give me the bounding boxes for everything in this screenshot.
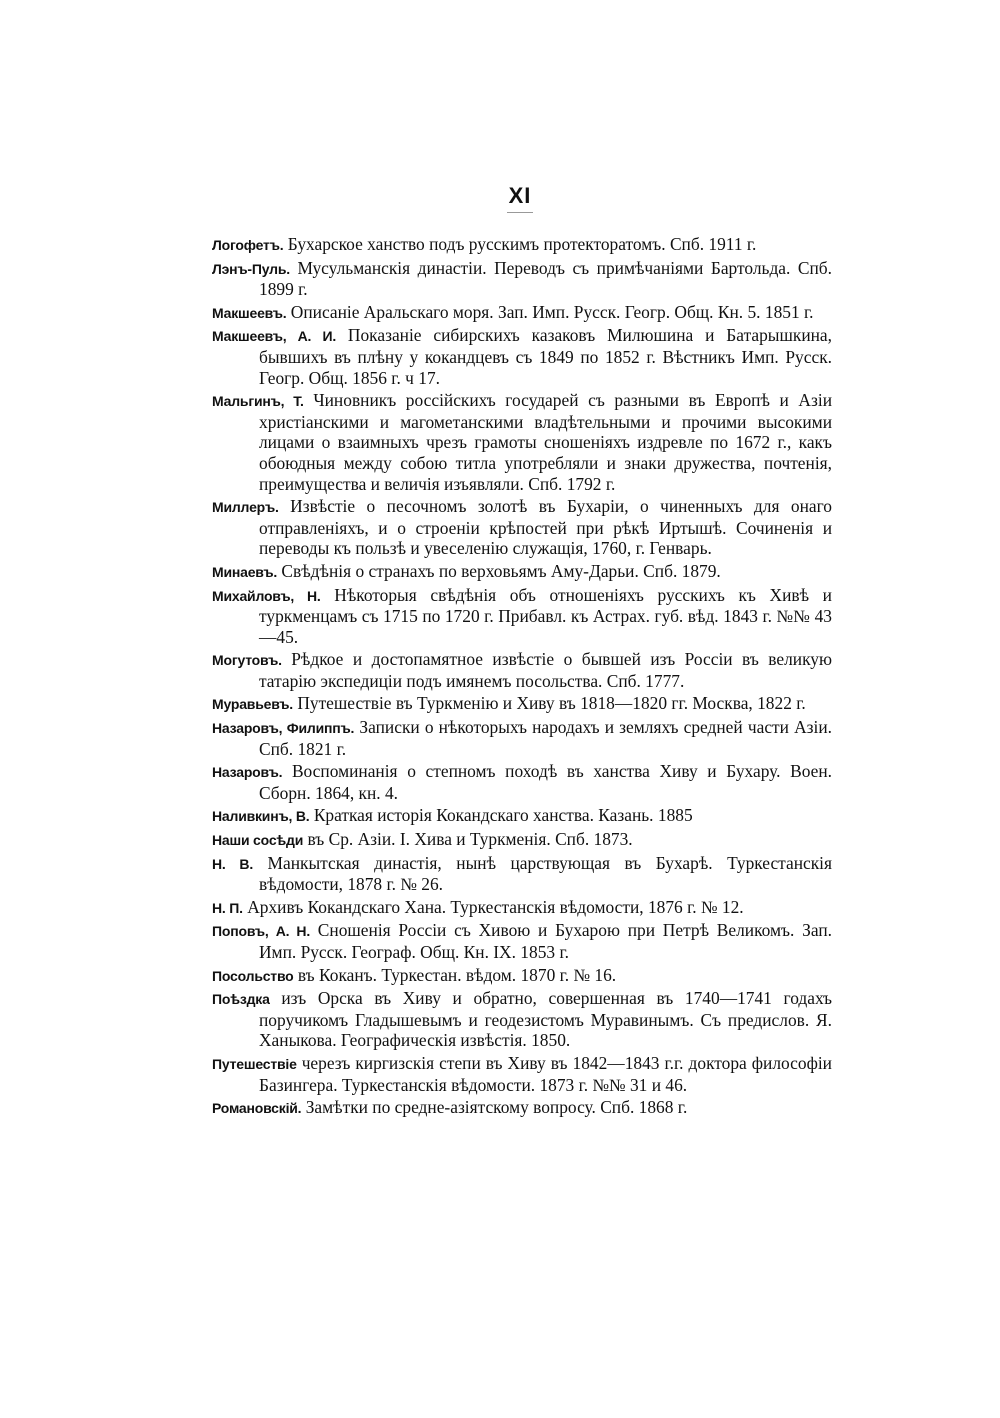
bibliography-entry xyxy=(212,761,832,803)
entry-text: Краткая исторія Кокандскаго ханства. Казань. 1885 xyxy=(313,805,693,826)
entry-text: Замѣтки по средне-азіятскому вопросу. Спб. 1868 г. xyxy=(305,1097,688,1118)
bibliography-entry xyxy=(212,805,832,827)
page-number: XI xyxy=(508,183,532,208)
entry-text: въ Коканъ. Туркестан. вѣдом. 1870 г. № 16. xyxy=(297,964,617,985)
entry-author: Назаровъ. xyxy=(212,764,283,781)
entry-author: Миллеръ. xyxy=(212,499,279,516)
bibliography-entry xyxy=(212,965,832,987)
bibliography-entry xyxy=(212,325,832,388)
bibliography-entry xyxy=(212,717,832,759)
entry-text: Сношенія Россіи съ Хивою и Бухарою при Петрѣ Великомъ. Зап. Имп. Русск. Географ. Общ. Кн. IX. 1853 г. xyxy=(259,920,832,962)
entry-author: Поѣздка xyxy=(212,991,270,1008)
entry-author: Наливкинъ, В. xyxy=(212,808,310,825)
bibliography-entry xyxy=(212,234,832,256)
bibliography-entry xyxy=(212,1097,832,1119)
bibliography-entry xyxy=(212,302,832,324)
bibliography-entry xyxy=(212,390,832,494)
entry-text: черезъ киргизскія степи въ Хиву въ 1842—1843 г.г. доктора философіи Базингера. Туркестанскія вѣдомости. 1873 г. №№ 31 и 46. xyxy=(259,1052,832,1095)
entry-text: Манкытская династія, нынѣ царствующая въ Бухарѣ. Туркестанскія вѣдомости, 1878 г. № 26. xyxy=(259,852,832,895)
entry-author: Макшеевъ, А. И. xyxy=(212,328,337,345)
entry-author: Назаровъ, Филиппъ. xyxy=(212,720,355,737)
entry-text: Извѣстіе о песочномъ золотѣ въ Бухаріи, о чиненныхъ для онаго отправленіяхъ, и о строеніи крѣпостей при рѣкѣ Иртышѣ. Сочиненія и переводы къ пользѣ и увеселенію служащія, 1760, г. Генварь. xyxy=(259,496,833,559)
bibliography-entry xyxy=(212,585,832,648)
entry-author: Н. П. xyxy=(212,899,243,916)
bibliography-entry xyxy=(212,693,832,715)
entry-text: Рѣдкое и достопамятное извѣстіе о бывшей изъ Россіи въ великую татарію экспедиціи подъ имянемъ посольства. Спб. 1777. xyxy=(259,649,832,691)
bibliography-list xyxy=(212,234,832,1121)
bibliography-entry xyxy=(212,920,832,962)
entry-author: Логофетъ. xyxy=(212,237,284,253)
bibliography-entry xyxy=(212,853,832,895)
entry-author: Минаевъ. xyxy=(212,563,278,580)
entry-text: въ Ср. Азіи. I. Хива и Туркменія. Спб. 1873. xyxy=(307,829,633,850)
entry-text: Показаніе сибирскихъ казаковъ Милюшина и Батарышкина, бывшихъ въ плѣну у кокандцевъ съ 1849 по 1852 г. Вѣстникъ Имп. Русск. Геогр. Общ. 1856 г. ч 17. xyxy=(259,325,832,388)
entry-text: Путешествіе въ Туркменію и Хиву въ 1818—1820 гг. Москва, 1822 г. xyxy=(297,693,806,714)
entry-text: Нѣкоторыя свѣдѣнія объ отношеніяхъ русскихъ къ Хивѣ и туркменцамъ съ 1715 по 1720 г. Прибавл. къ Астрах. губ. вѣд. 1843 г. №№ 43—45. xyxy=(259,584,832,647)
entry-text: Архивъ Кокандскаго Хана. Туркестанскія вѣдомости, 1876 г. № 12. xyxy=(247,896,744,917)
entry-text: Бухарское ханство подъ русскимъ протекторатомъ. Спб. 1911 г. xyxy=(287,234,757,254)
entry-author: Поповъ, А. Н. xyxy=(212,923,311,940)
entry-author: Лэнъ-Пуль. xyxy=(212,260,290,277)
entry-author: Посольство xyxy=(212,967,294,984)
entry-text: Воспоминанія о степномъ походѣ въ ханства Хиву и Бухару. Воен. Сборн. 1864, кн. 4. xyxy=(259,761,832,803)
entry-author: Макшеевъ. xyxy=(212,304,287,321)
bibliography-entry xyxy=(212,649,832,691)
entry-text: Описаніе Аральскаго моря. Зап. Имп. Русск. Геогр. Общ. Кн. 5. 1851 г. xyxy=(290,301,814,322)
entry-text: Мусульманскія династіи. Переводъ съ примѣчаніями Бартольда. Спб. 1899 г. xyxy=(259,257,832,300)
entry-author: Н. В. xyxy=(212,855,254,872)
page-number-rule xyxy=(507,212,533,213)
bibliography-entry xyxy=(212,496,832,559)
entry-text: изъ Орска въ Хиву и обратно, совершенная въ 1740—1741 годахъ поручикомъ Гладышевымъ и геодезистомъ Муравинымъ. Съ предислов. Я. Ханыкова. Географическія извѣстія. 1850. xyxy=(259,988,832,1051)
bibliography-entry xyxy=(212,897,832,919)
bibliography-entry xyxy=(212,1053,832,1095)
entry-text: Записки о нѣкоторыхъ народахъ и земляхъ средней части Азіи. Спб. 1821 г. xyxy=(259,717,832,759)
entry-author: Романовскій. xyxy=(212,1100,302,1117)
entry-author: Муравьевъ. xyxy=(212,696,293,713)
bibliography-entry xyxy=(212,561,832,583)
bibliography-entry xyxy=(212,988,832,1051)
entry-author: Наши сосѣди xyxy=(212,832,304,849)
bibliography-entry xyxy=(212,258,832,300)
entry-author: Михайловъ, Н. xyxy=(212,587,321,604)
entry-author: Могутовъ. xyxy=(212,652,282,669)
bibliography-entry xyxy=(212,829,832,851)
entry-author: Путешествіе xyxy=(212,1055,297,1072)
entry-text: Свѣдѣнія о странахъ по верховьямъ Аму-Дарьи. Спб. 1879. xyxy=(281,560,721,581)
entry-text: Чиновникъ россійскихъ государей съ разными въ Европѣ и Азіи христіанскими и магометанскими владѣтельными и прочими высокими лицами о взаимныхъ чрезъ грамоты сношеніяхъ издревле по 1672 г., какъ обоюдныя между собою титла употребляли и знаки дружества, почтенія, преимущества и величія изъявляли. Спб. 1792 г. xyxy=(259,390,832,494)
entry-author: Мальгинъ, Т. xyxy=(212,393,304,410)
